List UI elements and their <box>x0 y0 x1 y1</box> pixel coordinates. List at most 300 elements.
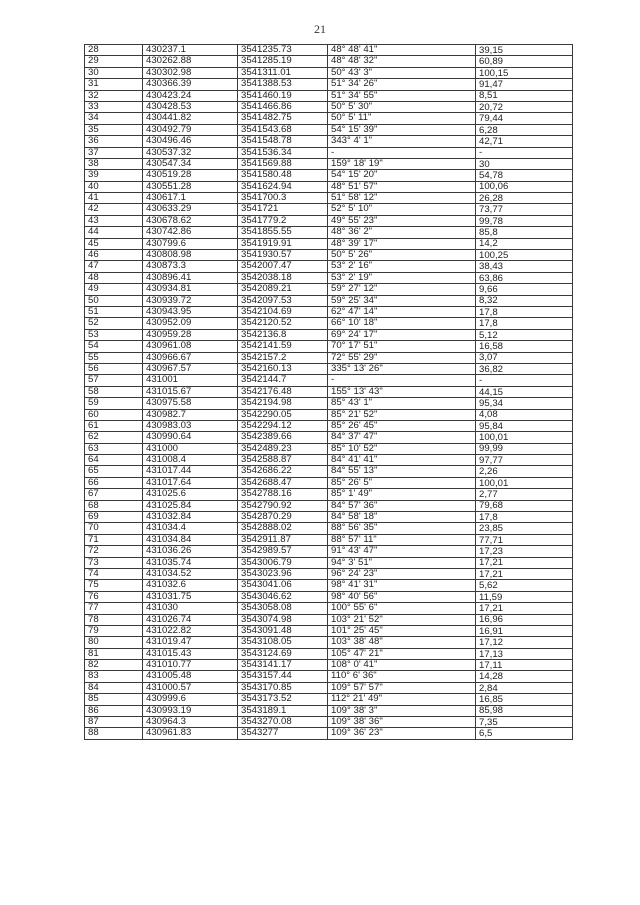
y-coordinate-cell: 3543074.98 <box>238 614 328 625</box>
point-number-cell: 41 <box>85 193 143 204</box>
point-number-cell: 51 <box>85 306 143 317</box>
distance-cell: 17,12 <box>476 637 573 648</box>
distance-cell: 17,8 <box>476 318 573 329</box>
x-coordinate-cell: 430990.64 <box>143 432 238 443</box>
x-coordinate-cell: 431010.77 <box>143 660 238 671</box>
point-number-cell: 78 <box>85 614 143 625</box>
direction-angle-cell: 335° 13' 26" <box>328 363 476 374</box>
point-number-cell: 34 <box>85 113 143 124</box>
direction-angle-cell: 66° 10' 18" <box>328 318 476 329</box>
point-number-cell: 68 <box>85 500 143 511</box>
direction-angle-cell: 91° 43' 47" <box>328 546 476 557</box>
point-number-cell: 65 <box>85 466 143 477</box>
point-number-cell: 28 <box>85 45 143 56</box>
x-coordinate-cell: 430966.67 <box>143 352 238 363</box>
table-row <box>85 113 573 124</box>
direction-angle-cell: 159° 18' 19" <box>328 158 476 169</box>
distance-cell: 8,32 <box>476 295 573 306</box>
point-number-cell: 80 <box>85 637 143 648</box>
y-coordinate-cell: 3543041.06 <box>238 580 328 591</box>
x-coordinate-cell: 431032.84 <box>143 512 238 523</box>
distance-cell: 17,23 <box>476 546 573 557</box>
table-row <box>85 215 573 226</box>
y-coordinate-cell: 3543006.79 <box>238 557 328 568</box>
x-coordinate-cell: 431034.4 <box>143 523 238 534</box>
y-coordinate-cell: 3541700.3 <box>238 193 328 204</box>
distance-cell: 2,84 <box>476 682 573 693</box>
table-row <box>85 158 573 169</box>
y-coordinate-cell: 3541919.91 <box>238 238 328 249</box>
table-row <box>85 352 573 363</box>
direction-angle-cell: 155° 13' 43" <box>328 386 476 397</box>
table-row <box>85 193 573 204</box>
direction-angle-cell: 48° 39' 17" <box>328 238 476 249</box>
distance-cell: 16,85 <box>476 694 573 705</box>
x-coordinate-cell: 430262.88 <box>143 56 238 67</box>
x-coordinate-cell: 430537.32 <box>143 147 238 158</box>
y-coordinate-cell: 3542089.21 <box>238 284 328 295</box>
direction-angle-cell: 98° 40' 56" <box>328 591 476 602</box>
point-number-cell: 63 <box>85 443 143 454</box>
y-coordinate-cell: 3541311.01 <box>238 67 328 78</box>
distance-cell: 91,47 <box>476 79 573 90</box>
direction-angle-cell: 51° 34' 26" <box>328 79 476 90</box>
y-coordinate-cell: 3542788.16 <box>238 489 328 500</box>
distance-cell: 17,8 <box>476 306 573 317</box>
table-row <box>85 56 573 67</box>
point-number-cell: 69 <box>85 512 143 523</box>
x-coordinate-cell: 431017.64 <box>143 477 238 488</box>
point-number-cell: 36 <box>85 136 143 147</box>
y-coordinate-cell: 3541285.19 <box>238 56 328 67</box>
table-row <box>85 580 573 591</box>
point-number-cell: 46 <box>85 250 143 261</box>
point-number-cell: 32 <box>85 90 143 101</box>
table-row <box>85 614 573 625</box>
direction-angle-cell: 85° 21' 52" <box>328 409 476 420</box>
y-coordinate-cell: 3541779.2 <box>238 215 328 226</box>
distance-cell: 85,98 <box>476 705 573 716</box>
x-coordinate-cell: 431025.6 <box>143 489 238 500</box>
distance-cell: 16,91 <box>476 625 573 636</box>
y-coordinate-cell: 3542144.7 <box>238 375 328 386</box>
table-row <box>85 329 573 340</box>
y-coordinate-cell: 3543058.08 <box>238 603 328 614</box>
y-coordinate-cell: 3541460.19 <box>238 90 328 101</box>
point-number-cell: 83 <box>85 671 143 682</box>
x-coordinate-cell: 430237.1 <box>143 45 238 56</box>
x-coordinate-cell: 430547.34 <box>143 158 238 169</box>
y-coordinate-cell: 3542888.02 <box>238 523 328 534</box>
direction-angle-cell: 109° 57' 57" <box>328 682 476 693</box>
y-coordinate-cell: 3543270.08 <box>238 717 328 728</box>
point-number-cell: 77 <box>85 603 143 614</box>
distance-cell: 20,72 <box>476 101 573 112</box>
y-coordinate-cell: 3542989.57 <box>238 546 328 557</box>
point-number-cell: 82 <box>85 660 143 671</box>
direction-angle-cell: 84° 37' 47" <box>328 432 476 443</box>
direction-angle-cell: 108° 0' 41" <box>328 660 476 671</box>
direction-angle-cell: 50° 5' 26" <box>328 250 476 261</box>
point-number-cell: 85 <box>85 694 143 705</box>
y-coordinate-cell: 3543277 <box>238 728 328 739</box>
table-row <box>85 671 573 682</box>
point-number-cell: 52 <box>85 318 143 329</box>
table-row <box>85 512 573 523</box>
table-row <box>85 170 573 181</box>
x-coordinate-cell: 430934.81 <box>143 284 238 295</box>
y-coordinate-cell: 3542038.18 <box>238 272 328 283</box>
x-coordinate-cell: 430959.28 <box>143 329 238 340</box>
direction-angle-cell: 109° 38' 36" <box>328 717 476 728</box>
table-row <box>85 295 573 306</box>
distance-cell: 3,07 <box>476 352 573 363</box>
table-row <box>85 546 573 557</box>
direction-angle-cell: 109° 38' 3" <box>328 705 476 716</box>
point-number-cell: 53 <box>85 329 143 340</box>
distance-cell: 100,01 <box>476 477 573 488</box>
distance-cell: 44,15 <box>476 386 573 397</box>
distance-cell: 100,25 <box>476 250 573 261</box>
distance-cell: 6,5 <box>476 728 573 739</box>
table-row <box>85 250 573 261</box>
y-coordinate-cell: 3541482.75 <box>238 113 328 124</box>
table-row <box>85 660 573 671</box>
direction-angle-cell: 94° 3' 51" <box>328 557 476 568</box>
x-coordinate-cell: 430939.72 <box>143 295 238 306</box>
direction-angle-cell: 85° 1' 49" <box>328 489 476 500</box>
distance-cell: 36,82 <box>476 363 573 374</box>
x-coordinate-cell: 430302.98 <box>143 67 238 78</box>
y-coordinate-cell: 3543023.96 <box>238 568 328 579</box>
direction-angle-cell: 51° 34' 55" <box>328 90 476 101</box>
table-row <box>85 625 573 636</box>
y-coordinate-cell: 3541536.34 <box>238 147 328 158</box>
x-coordinate-cell: 430678.62 <box>143 215 238 226</box>
table-row <box>85 568 573 579</box>
distance-cell: 16,96 <box>476 614 573 625</box>
x-coordinate-cell: 430943.95 <box>143 306 238 317</box>
y-coordinate-cell: 3542136.8 <box>238 329 328 340</box>
x-coordinate-cell: 430428.53 <box>143 101 238 112</box>
y-coordinate-cell: 3542160.13 <box>238 363 328 374</box>
distance-cell: 5,62 <box>476 580 573 591</box>
distance-cell: 26,28 <box>476 193 573 204</box>
table-row <box>85 204 573 215</box>
table-row <box>85 648 573 659</box>
table-row <box>85 534 573 545</box>
direction-angle-cell: 85° 26' 5" <box>328 477 476 488</box>
y-coordinate-cell: 3541624.94 <box>238 181 328 192</box>
table-row <box>85 386 573 397</box>
direction-angle-cell: 85° 26' 45" <box>328 420 476 431</box>
x-coordinate-cell: 430366.39 <box>143 79 238 90</box>
table-row <box>85 318 573 329</box>
table-row <box>85 443 573 454</box>
x-coordinate-cell: 430551.28 <box>143 181 238 192</box>
y-coordinate-cell: 3542686.22 <box>238 466 328 477</box>
direction-angle-cell: 100° 55' 6" <box>328 603 476 614</box>
table-row <box>85 181 573 192</box>
table-row <box>85 637 573 648</box>
table-row <box>85 227 573 238</box>
y-coordinate-cell: 3541569.88 <box>238 158 328 169</box>
point-number-cell: 42 <box>85 204 143 215</box>
x-coordinate-cell: 430952.09 <box>143 318 238 329</box>
point-number-cell: 60 <box>85 409 143 420</box>
table-row <box>85 694 573 705</box>
table-row <box>85 557 573 568</box>
x-coordinate-cell: 430799.6 <box>143 238 238 249</box>
x-coordinate-cell: 430982.7 <box>143 409 238 420</box>
direction-angle-cell: 110° 6' 36" <box>328 671 476 682</box>
direction-angle-cell: 70° 17' 51" <box>328 341 476 352</box>
table-row <box>85 238 573 249</box>
point-number-cell: 54 <box>85 341 143 352</box>
direction-angle-cell: - <box>328 375 476 386</box>
table-row <box>85 101 573 112</box>
point-number-cell: 55 <box>85 352 143 363</box>
y-coordinate-cell: 3542294.12 <box>238 420 328 431</box>
table-row <box>85 136 573 147</box>
point-number-cell: 75 <box>85 580 143 591</box>
direction-angle-cell: 96° 24' 23" <box>328 568 476 579</box>
direction-angle-cell: 52° 5' 10" <box>328 204 476 215</box>
point-number-cell: 30 <box>85 67 143 78</box>
distance-cell: 8,51 <box>476 90 573 101</box>
point-number-cell: 56 <box>85 363 143 374</box>
direction-angle-cell: 112° 21' 49" <box>328 694 476 705</box>
distance-cell: 9,66 <box>476 284 573 295</box>
point-number-cell: 84 <box>85 682 143 693</box>
direction-angle-cell: 50° 5' 11" <box>328 113 476 124</box>
y-coordinate-cell: 3541855.55 <box>238 227 328 238</box>
x-coordinate-cell: 430961.08 <box>143 341 238 352</box>
distance-cell: 17,8 <box>476 512 573 523</box>
table-row <box>85 682 573 693</box>
x-coordinate-cell: 430896.41 <box>143 272 238 283</box>
x-coordinate-cell: 431026.74 <box>143 614 238 625</box>
y-coordinate-cell: 3542911.87 <box>238 534 328 545</box>
distance-cell: 100,06 <box>476 181 573 192</box>
x-coordinate-cell: 431034.52 <box>143 568 238 579</box>
x-coordinate-cell: 431008.4 <box>143 455 238 466</box>
point-number-cell: 61 <box>85 420 143 431</box>
point-number-cell: 57 <box>85 375 143 386</box>
point-number-cell: 71 <box>85 534 143 545</box>
distance-cell: 95,34 <box>476 398 573 409</box>
y-coordinate-cell: 3543157.44 <box>238 671 328 682</box>
direction-angle-cell: 88° 56' 35" <box>328 523 476 534</box>
distance-cell: 42,71 <box>476 136 573 147</box>
table-row <box>85 124 573 135</box>
direction-angle-cell: 105° 47' 21" <box>328 648 476 659</box>
point-number-cell: 86 <box>85 705 143 716</box>
coordinates-table-wrap <box>84 44 572 740</box>
direction-angle-cell: 48° 48' 41" <box>328 45 476 56</box>
table-row <box>85 489 573 500</box>
y-coordinate-cell: 3541388.53 <box>238 79 328 90</box>
table-row <box>85 272 573 283</box>
y-coordinate-cell: 3542588.87 <box>238 455 328 466</box>
distance-cell: 17,21 <box>476 568 573 579</box>
distance-cell: - <box>476 147 573 158</box>
point-number-cell: 49 <box>85 284 143 295</box>
table-row <box>85 306 573 317</box>
y-coordinate-cell: 3543124.69 <box>238 648 328 659</box>
y-coordinate-cell: 3541548.78 <box>238 136 328 147</box>
point-number-cell: 76 <box>85 591 143 602</box>
direction-angle-cell: 84° 58' 18" <box>328 512 476 523</box>
table-row <box>85 409 573 420</box>
distance-cell: 14,28 <box>476 671 573 682</box>
x-coordinate-cell: 431015.67 <box>143 386 238 397</box>
point-number-cell: 35 <box>85 124 143 135</box>
table-row <box>85 261 573 272</box>
x-coordinate-cell: 431032.6 <box>143 580 238 591</box>
y-coordinate-cell: 3542790.92 <box>238 500 328 511</box>
x-coordinate-cell: 430873.3 <box>143 261 238 272</box>
point-number-cell: 66 <box>85 477 143 488</box>
table-row <box>85 363 573 374</box>
direction-angle-cell: 50° 43' 3" <box>328 67 476 78</box>
point-number-cell: 73 <box>85 557 143 568</box>
point-number-cell: 58 <box>85 386 143 397</box>
direction-angle-cell: 53° 2' 19" <box>328 272 476 283</box>
y-coordinate-cell: 3541543.68 <box>238 124 328 135</box>
y-coordinate-cell: 3542097.53 <box>238 295 328 306</box>
direction-angle-cell: 84° 57' 36" <box>328 500 476 511</box>
distance-cell: 16,58 <box>476 341 573 352</box>
distance-cell: 17,21 <box>476 603 573 614</box>
direction-angle-cell: 85° 10' 52" <box>328 443 476 454</box>
direction-angle-cell: 59° 27' 12" <box>328 284 476 295</box>
distance-cell: 6,28 <box>476 124 573 135</box>
direction-angle-cell: - <box>328 147 476 158</box>
point-number-cell: 87 <box>85 717 143 728</box>
table-row <box>85 420 573 431</box>
y-coordinate-cell: 3543170.85 <box>238 682 328 693</box>
point-number-cell: 40 <box>85 181 143 192</box>
y-coordinate-cell: 3542176.48 <box>238 386 328 397</box>
point-number-cell: 31 <box>85 79 143 90</box>
point-number-cell: 29 <box>85 56 143 67</box>
point-number-cell: 70 <box>85 523 143 534</box>
distance-cell: 85,8 <box>476 227 573 238</box>
table-row <box>85 67 573 78</box>
y-coordinate-cell: 3542688.47 <box>238 477 328 488</box>
x-coordinate-cell: 430964.3 <box>143 717 238 728</box>
point-number-cell: 81 <box>85 648 143 659</box>
table-row <box>85 523 573 534</box>
direction-angle-cell: 48° 48' 32" <box>328 56 476 67</box>
distance-cell: 5,12 <box>476 329 573 340</box>
y-coordinate-cell: 3541721 <box>238 204 328 215</box>
direction-angle-cell: 48° 36' 2" <box>328 227 476 238</box>
distance-cell: 4,08 <box>476 409 573 420</box>
y-coordinate-cell: 3542870.29 <box>238 512 328 523</box>
point-number-cell: 38 <box>85 158 143 169</box>
point-number-cell: 62 <box>85 432 143 443</box>
table-row <box>85 500 573 511</box>
direction-angle-cell: 54° 15' 39" <box>328 124 476 135</box>
direction-angle-cell: 84° 41' 41" <box>328 455 476 466</box>
direction-angle-cell: 53° 2' 16" <box>328 261 476 272</box>
x-coordinate-cell: 430441.82 <box>143 113 238 124</box>
point-number-cell: 88 <box>85 728 143 739</box>
y-coordinate-cell: 3543141.17 <box>238 660 328 671</box>
x-coordinate-cell: 431015.43 <box>143 648 238 659</box>
distance-cell: 79,68 <box>476 500 573 511</box>
x-coordinate-cell: 430983.03 <box>143 420 238 431</box>
direction-angle-cell: 101° 25' 45" <box>328 625 476 636</box>
distance-cell: 77,71 <box>476 534 573 545</box>
point-number-cell: 79 <box>85 625 143 636</box>
direction-angle-cell: 98° 41' 31" <box>328 580 476 591</box>
table-row <box>85 477 573 488</box>
y-coordinate-cell: 3542194.98 <box>238 398 328 409</box>
point-number-cell: 37 <box>85 147 143 158</box>
point-number-cell: 39 <box>85 170 143 181</box>
y-coordinate-cell: 3543173.52 <box>238 694 328 705</box>
y-coordinate-cell: 3541466.86 <box>238 101 328 112</box>
x-coordinate-cell: 431001 <box>143 375 238 386</box>
distance-cell: 73,77 <box>476 204 573 215</box>
x-coordinate-cell: 430993.19 <box>143 705 238 716</box>
y-coordinate-cell: 3542104.69 <box>238 306 328 317</box>
x-coordinate-cell: 430961.83 <box>143 728 238 739</box>
distance-cell: 63,86 <box>476 272 573 283</box>
x-coordinate-cell: 431025.84 <box>143 500 238 511</box>
y-coordinate-cell: 3542389.66 <box>238 432 328 443</box>
distance-cell: 97,77 <box>476 455 573 466</box>
x-coordinate-cell: 430423.24 <box>143 90 238 101</box>
y-coordinate-cell: 3541580.48 <box>238 170 328 181</box>
x-coordinate-cell: 430742.86 <box>143 227 238 238</box>
table-row <box>85 432 573 443</box>
distance-cell: 11,59 <box>476 591 573 602</box>
table-row <box>85 147 573 158</box>
distance-cell: 60,89 <box>476 56 573 67</box>
x-coordinate-cell: 430519.28 <box>143 170 238 181</box>
distance-cell: - <box>476 375 573 386</box>
table-row <box>85 398 573 409</box>
distance-cell: 38,43 <box>476 261 573 272</box>
direction-angle-cell: 69° 24' 17" <box>328 329 476 340</box>
x-coordinate-cell: 430999.6 <box>143 694 238 705</box>
x-coordinate-cell: 431017.44 <box>143 466 238 477</box>
table-row <box>85 79 573 90</box>
y-coordinate-cell: 3543108.05 <box>238 637 328 648</box>
distance-cell: 17,13 <box>476 648 573 659</box>
distance-cell: 100,01 <box>476 432 573 443</box>
distance-cell: 30 <box>476 158 573 169</box>
y-coordinate-cell: 3542120.52 <box>238 318 328 329</box>
table-row <box>85 45 573 56</box>
x-coordinate-cell: 431036.26 <box>143 546 238 557</box>
distance-cell: 99,99 <box>476 443 573 454</box>
coordinates-table-body <box>85 45 573 740</box>
y-coordinate-cell: 3542290.05 <box>238 409 328 420</box>
coordinates-table <box>84 44 573 740</box>
x-coordinate-cell: 431035.74 <box>143 557 238 568</box>
y-coordinate-cell: 3542157.2 <box>238 352 328 363</box>
x-coordinate-cell: 430617.1 <box>143 193 238 204</box>
distance-cell: 100,15 <box>476 67 573 78</box>
direction-angle-cell: 49° 55' 23" <box>328 215 476 226</box>
x-coordinate-cell: 430492.79 <box>143 124 238 135</box>
x-coordinate-cell: 430808.98 <box>143 250 238 261</box>
